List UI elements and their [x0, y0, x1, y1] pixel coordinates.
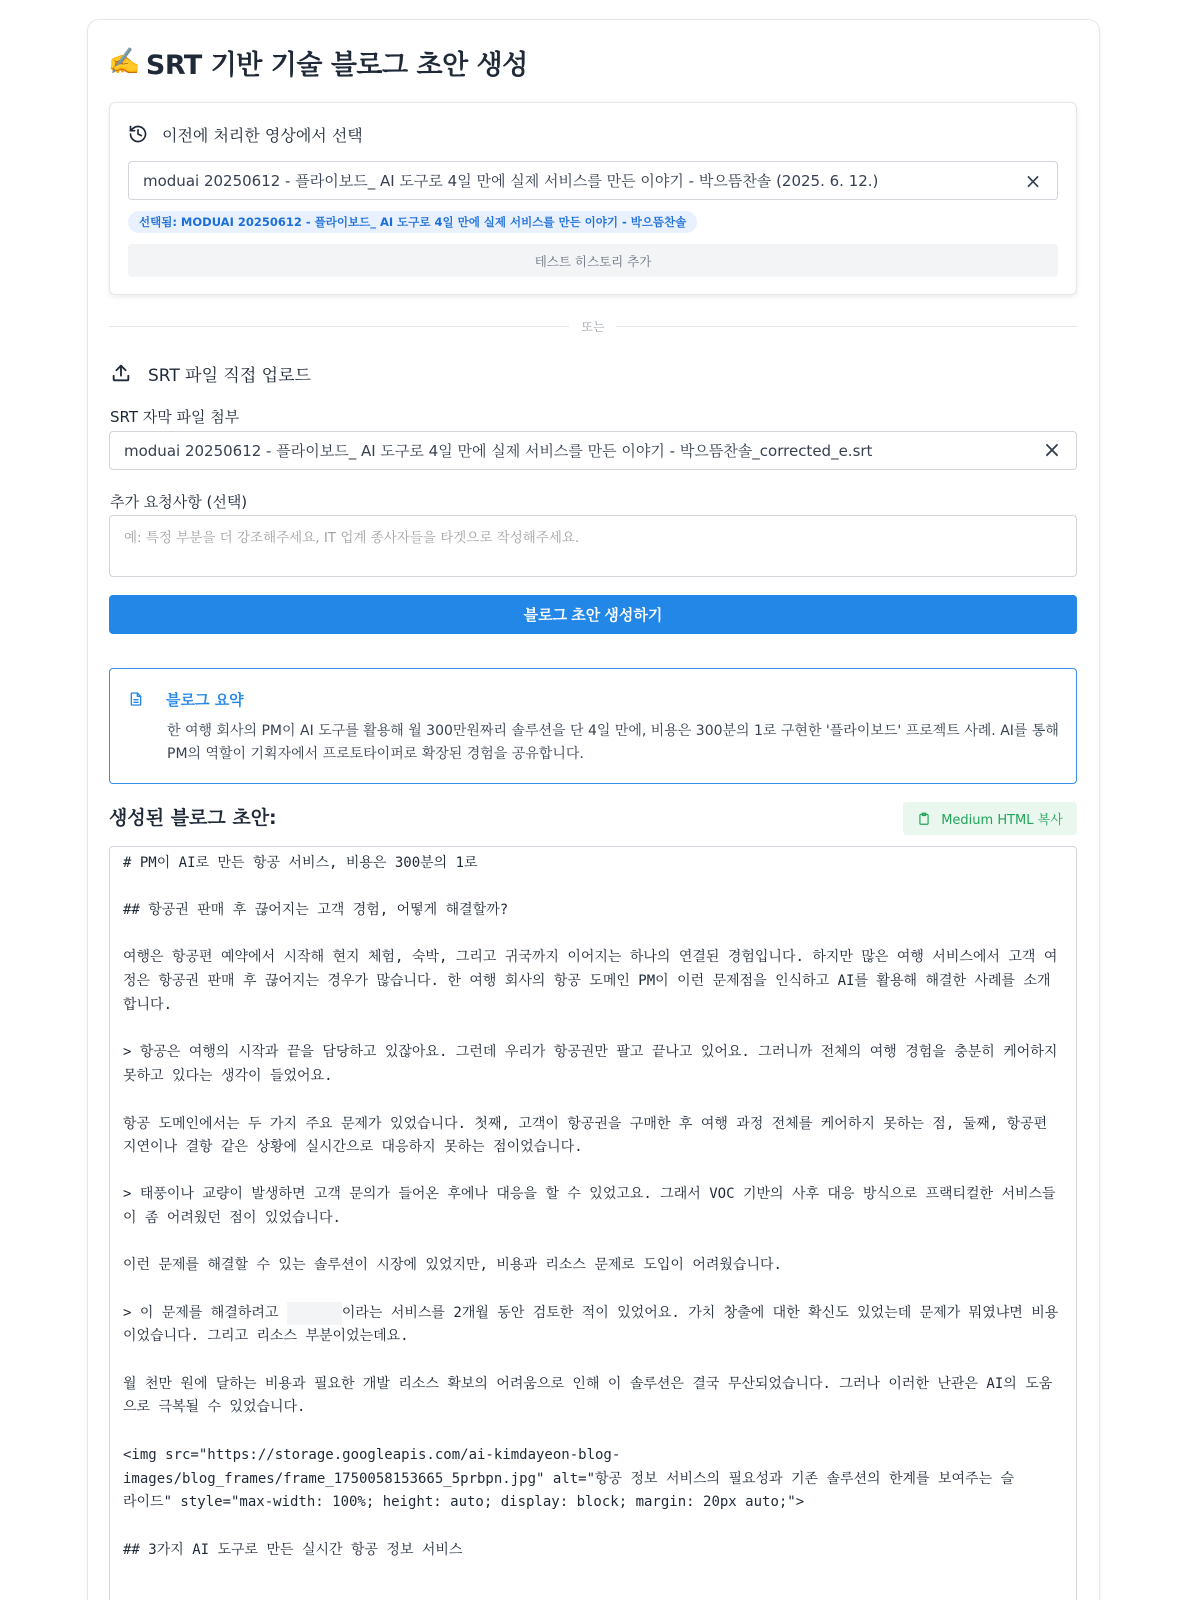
draft-line: > 태풍이나 교량이 발생하면 고객 문의가 들어온 후에나 대응을 할 수 있었고요. 그래서 VOC 기반의 사후 대응 방식으로 프랙티컬한 서비스들	[123, 1186, 1056, 1202]
history-icon	[128, 124, 148, 144]
summary-line: PM의 역할이 기획자에서 프로토타이퍼로 확장된 경험을 공유합니다.	[167, 746, 584, 762]
draft-line: 정은 항공권 판매 후 끊어지는 경우가 많습니다. 한 여행 회사의 항공 도메인 PM이 이런 문제점을 인식하고 AI를 활용해 해결한 사례를 소개	[123, 973, 1051, 989]
upload-heading	[110, 360, 311, 386]
draft-line: ## 항공권 판매 후 끊어지는 고객 경험, 어떻게 해결할까?	[123, 902, 509, 918]
draft-line: 이 좀 어려웠던 점이 있었습니다.	[123, 1210, 341, 1226]
draft-line: 라이드" style="max-width: 100%; height: auto; display: block; margin: 20px auto;">	[123, 1494, 805, 1510]
document-icon	[128, 691, 144, 707]
request-label: 추가 요청사항 (선택)	[110, 493, 248, 511]
summary-heading	[128, 688, 244, 710]
copy-label: Medium HTML 복사	[941, 813, 1063, 828]
history-heading	[128, 121, 363, 147]
redacted-block	[287, 1302, 342, 1325]
copy-medium-html-button[interactable]	[903, 802, 1077, 835]
history-select[interactable]	[128, 161, 1058, 200]
add-test-history-button[interactable]: 테스트 히스토리 추가	[128, 244, 1058, 277]
summary-line: 한 여행 회사의 PM이 AI 도구를 활용해 월 300만원짜리 솔루션을 단 4일 만에, 비용은 300분의 1로 구현한 '플라이보드' 프로젝트 사례. AI를 통해	[167, 723, 1059, 739]
srt-file-field[interactable]	[109, 431, 1077, 470]
summary-title-text: 블로그 요약	[166, 690, 244, 709]
summary-body	[167, 720, 1062, 766]
file-label: SRT 자막 파일 첨부	[110, 408, 240, 426]
draft-line: 항공 도메인에서는 두 가지 주요 문제가 있었습니다. 첫째, 고객이 항공권을 구매한 후 여행 과정 전체를 케어하지 못하는 점, 둘째, 항공편	[123, 1116, 1048, 1132]
page-title	[108, 42, 528, 82]
draft-line: # PM이 AI로 만든 항공 서비스, 비용은 300분의 1로	[123, 855, 478, 871]
clipboard-icon	[917, 812, 931, 826]
draft-line-part: 이라는 서비스를 2개월 동안 검토한 적이 있었어요. 가치 창출에 대한 확신도 있었는데 문제가 뭐였냐면 비용	[341, 1305, 1059, 1321]
draft-line: 여행은 항공편 예약에서 시작해 현지 체험, 숙박, 그리고 귀국까지 이어지는 하나의 연결된 경험입니다. 하지만 많은 여행 서비스에서 고객 여	[123, 949, 1058, 965]
history-select-value: moduai 20250612 - 플라이보드_ AI 도구로 4일 만에 실제 서비스를 만든 이야기 - 박으뜸찬솔 (2025. 6. 12.)	[143, 172, 879, 190]
upload-icon	[110, 362, 132, 384]
draft-line: 지연이나 결항 같은 상황에 실시간으로 대응하지 못하는 점이었습니다.	[123, 1139, 583, 1155]
selected-chip: 선택됨: MODUAI 20250612 - 플라이보드_ AI 도구로 4일 만에 실제 서비스를 만든 이야기 - 박으뜸찬솔	[128, 211, 697, 233]
upload-heading-text: SRT 파일 직접 업로드	[148, 365, 311, 386]
draft-line: <img src="https://storage.googleapis.com/ai-kimdayeon-blog-	[123, 1447, 621, 1463]
close-icon[interactable]: ×	[1042, 438, 1062, 463]
request-input[interactable]	[109, 515, 1077, 577]
draft-line: images/blog_frames/frame_1750058153665_5prbpn.jpg" alt="항공 정보 서비스의 필요성과 기존 솔루션의 한계를 보여주는 슬	[123, 1471, 1015, 1487]
divider-line-left	[109, 326, 569, 327]
divider-line-right	[617, 326, 1077, 327]
draft-line-part: > 이 문제를 해결하려고	[123, 1305, 287, 1321]
draft-line: 합니다.	[123, 997, 173, 1013]
divider-text: 또는	[581, 320, 605, 334]
draft-title: 생성된 블로그 초안:	[109, 807, 277, 829]
draft-line: 이런 문제를 해결할 수 있는 솔루션이 시장에 있었지만, 비용과 리소스 문제로 도입이 어려웠습니다.	[123, 1257, 782, 1273]
draft-line: 월 천만 원에 달하는 비용과 필요한 개발 리소스 확보의 어려움으로 인해 이 솔루션은 결국 무산되었습니다. 그러나 이러한 난관은 AI의 도움	[123, 1376, 1053, 1392]
page-title-text: SRT 기반 기술 블로그 초안 생성	[145, 49, 528, 81]
writing-hand-icon: ✍️	[108, 47, 140, 77]
draft-line: 못하고 있다는 생각이 들었어요.	[123, 1068, 333, 1084]
draft-line: 이었습니다. 그리고 리소스 부분이었는데요.	[123, 1328, 409, 1344]
draft-line-redacted	[123, 1302, 1063, 1325]
draft-line: > 항공은 여행의 시작과 끝을 담당하고 있잖아요. 그런데 우리가 항공권만 팔고 끝나고 있어요. 그러니까 전체의 여행 경험을 충분히 케어하지	[123, 1044, 1058, 1060]
srt-file-value: moduai 20250612 - 플라이보드_ AI 도구로 4일 만에 실제 서비스를 만든 이야기 - 박으뜸찬솔_corrected_e.srt	[124, 442, 873, 460]
close-icon[interactable]: ×	[1024, 168, 1042, 193]
generate-draft-button[interactable]: 블로그 초안 생성하기	[109, 595, 1077, 634]
draft-line: ## 3가지 AI 도구로 만든 실시간 항공 정보 서비스	[123, 1542, 463, 1558]
draft-line: 으로 극복될 수 있었습니다.	[123, 1399, 306, 1415]
history-heading-text: 이전에 처리한 영상에서 선택	[162, 125, 363, 145]
